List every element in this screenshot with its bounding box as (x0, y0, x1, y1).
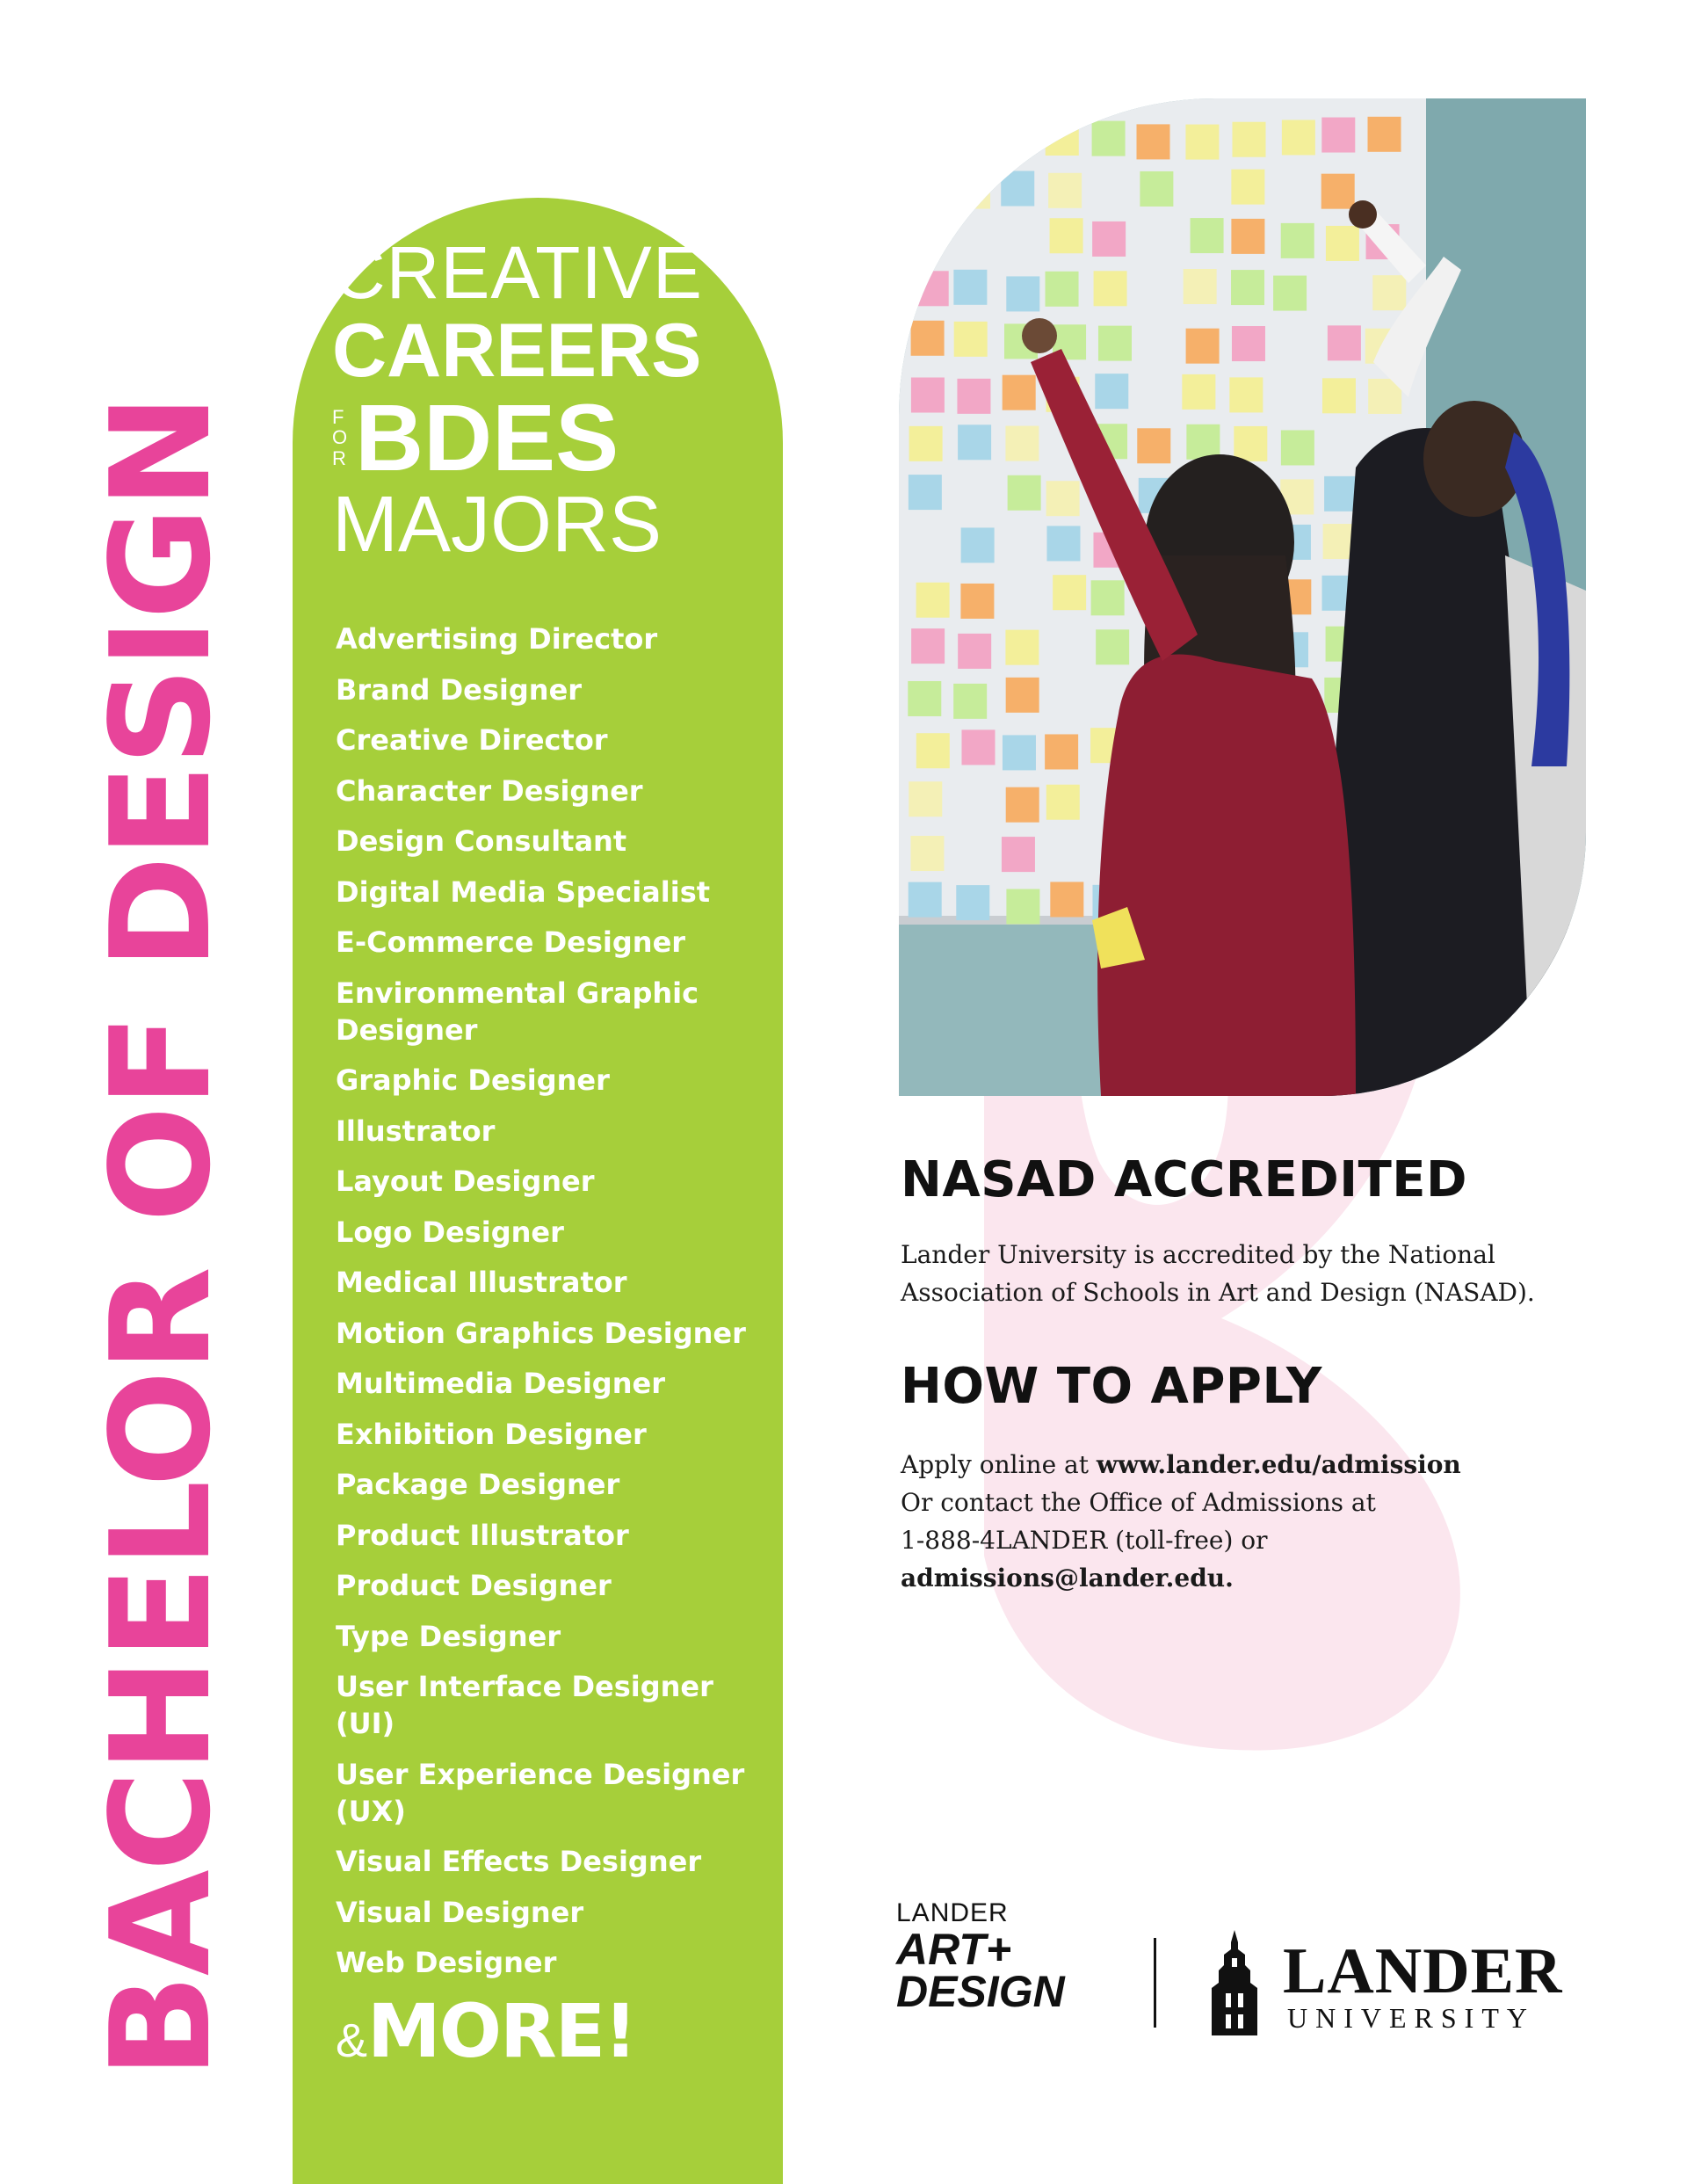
career-item: Visual Effects Designer (336, 1845, 702, 1878)
sticky-note (1234, 426, 1267, 461)
sticky-note (1281, 430, 1314, 465)
sticky-note (954, 322, 988, 357)
career-item: Product Designer (336, 1569, 612, 1602)
career-item: Motion Graphics Designer (336, 1316, 746, 1350)
sticky-note (1186, 329, 1220, 364)
sticky-note (909, 882, 942, 918)
career-item: User Experience Designer (UX) (336, 1757, 745, 1828)
career-item: Multimedia Designer (336, 1367, 665, 1400)
lander-art-design-logo (896, 1898, 1116, 2030)
for-letter: R (332, 446, 347, 469)
career-item: Creative Director (336, 723, 608, 757)
sticky-note (1186, 424, 1220, 460)
career-item: E-Commerce Designer (336, 925, 686, 959)
sticky-note (916, 583, 950, 618)
sticky-note (1006, 889, 1039, 925)
sticky-note (1008, 475, 1041, 511)
logo-art-word: ART+ (896, 1925, 1012, 1974)
sticky-note (1273, 276, 1307, 311)
career-item: Type Designer (336, 1619, 561, 1653)
sticky-note (1368, 117, 1401, 152)
for-letter: F (332, 406, 345, 429)
sticky-note (910, 836, 944, 871)
headline-bdes: BDES (355, 384, 619, 490)
university-wordmark: UNIVERSITY (1287, 2002, 1535, 2034)
sticky-note (909, 426, 943, 461)
career-item: Exhibition Designer (336, 1417, 647, 1451)
sticky-note (957, 174, 990, 209)
career-item: Graphic Designer (336, 1063, 610, 1097)
career-item: User Interface Designer (UI) (336, 1670, 713, 1740)
tower-icon (1199, 1930, 1270, 2035)
sticky-note (1185, 125, 1219, 160)
career-item: Brand Designer (336, 672, 583, 707)
career-item: Web Designer (336, 1946, 557, 1979)
career-item: Visual Designer (336, 1895, 584, 1929)
admission-link[interactable]: www.lander.edu/admission (1096, 1450, 1461, 1479)
career-item: Medical Illustrator (336, 1266, 627, 1299)
sticky-note (1046, 526, 1080, 561)
apply-body (901, 1446, 1586, 1597)
sticky-note (1231, 270, 1264, 305)
career-item: Layout Designer (336, 1165, 595, 1198)
sticky-note (1137, 124, 1170, 159)
sticky-note (1006, 678, 1039, 713)
sticky-note (1096, 629, 1129, 664)
sticky-note (913, 117, 946, 152)
sticky-note (1321, 118, 1355, 153)
sticky-note (916, 271, 949, 306)
accreditation-body: Lander University is accredited by the National Association of Schools in Art and Design (NASAD). (901, 1240, 1535, 1307)
career-item: Illustrator (336, 1114, 496, 1148)
apply-line-4 (901, 1559, 1586, 1597)
sticky-note (1094, 271, 1127, 306)
for-letter: O (332, 426, 349, 449)
sticky-note (1229, 377, 1263, 412)
admissions-email-link[interactable]: admissions@lander.edu. (901, 1564, 1234, 1593)
sticky-note (1092, 121, 1126, 156)
sticky-note (960, 584, 994, 619)
careers-list (336, 620, 766, 1995)
sticky-note (1095, 374, 1128, 409)
headline (332, 231, 771, 569)
sticky-note (1326, 226, 1359, 261)
sticky-note (1046, 785, 1080, 820)
logo-design-word: DESIGN (896, 1967, 1065, 2016)
sticky-note (911, 628, 945, 664)
sticky-note (1233, 122, 1266, 157)
career-item: Digital Media Specialist (336, 874, 711, 909)
sticky-note (911, 378, 945, 413)
sticky-note (1191, 218, 1224, 253)
headline-row-bdes (332, 384, 771, 490)
sticky-note (953, 270, 987, 305)
sticky-note (1281, 223, 1314, 258)
apply-line-2: Or contact the Office of Admissions at (901, 1488, 1376, 1517)
sticky-note (909, 781, 942, 816)
lander-wordmark: LANDER (1283, 1935, 1563, 2007)
logo-divider (1154, 1938, 1156, 2028)
apply-line-1 (901, 1446, 1586, 1484)
lander-university-logo (1199, 1930, 1586, 2035)
sticky-note (1046, 120, 1079, 156)
headline-creative: CREATIVE (332, 231, 703, 314)
sticky-note (1231, 170, 1264, 205)
career-item: Advertising Director (336, 622, 658, 656)
headline-majors: MAJORS (332, 481, 662, 569)
sticky-note (916, 733, 950, 768)
career-item: Character Designer (336, 773, 643, 808)
sticky-note (1140, 171, 1173, 207)
sticky-note (958, 424, 991, 460)
sticky-note (1045, 734, 1078, 769)
career-item: Environmental Graphic Designer (336, 976, 699, 1047)
sticky-note (1137, 428, 1170, 463)
sticky-note (1005, 630, 1039, 665)
sticky-note (1098, 326, 1132, 361)
career-item: Package Designer (336, 1468, 620, 1501)
sticky-note (1321, 174, 1355, 209)
sticky-note (1003, 375, 1036, 410)
more-word: MORE! (367, 1988, 636, 2074)
sticky-note (1001, 171, 1034, 207)
sticky-note (1048, 173, 1082, 208)
apply-heading: HOW TO APPLY (901, 1358, 1322, 1415)
apply-prefix: Apply online at (901, 1450, 1097, 1479)
photo-illustration (899, 98, 1586, 1096)
sticky-note (1003, 735, 1036, 770)
sticky-note (958, 634, 991, 669)
sticky-note (1328, 325, 1361, 360)
sticky-note (1005, 426, 1039, 461)
sticky-note (1006, 787, 1039, 823)
sticky-note (1050, 882, 1083, 917)
sticky-note (1002, 837, 1035, 872)
sticky-note (1046, 272, 1079, 307)
sticky-note (1006, 276, 1039, 311)
sticky-note (956, 885, 989, 920)
sticky-note (1092, 221, 1126, 257)
accreditation-heading: NASAD ACCREDITED (901, 1151, 1468, 1208)
logo-lander-word: LANDER (896, 1898, 1009, 1927)
sticky-note (911, 321, 945, 356)
side-title: BACHELOR OF DESIGN (81, 395, 241, 2079)
sticky-note (1324, 476, 1358, 512)
sticky-note (953, 684, 987, 719)
sticky-note (909, 475, 942, 510)
sticky-note (1046, 481, 1080, 516)
sticky-note (908, 681, 941, 716)
sticky-note (961, 527, 995, 562)
headline-for (332, 407, 348, 468)
sticky-note (1091, 580, 1125, 615)
sticky-note (1232, 326, 1265, 361)
career-item: Design Consultant (336, 824, 627, 858)
sticky-note (1003, 119, 1036, 154)
sticky-note (916, 171, 949, 207)
sticky-note (1182, 374, 1215, 410)
sticky-note (961, 729, 995, 765)
sticky-note (1231, 219, 1264, 254)
sticky-note (957, 379, 990, 414)
sticky-note (1053, 575, 1086, 610)
apply-line-3: 1-888-4LANDER (toll-free) or (901, 1526, 1268, 1555)
sticky-note (1050, 218, 1083, 253)
sticky-note (1372, 275, 1406, 310)
sticky-note (958, 117, 991, 152)
more-text (336, 1988, 635, 2074)
more-ampersand: & (336, 2014, 368, 2067)
sticky-note (1282, 120, 1315, 155)
headline-careers: CAREERS (332, 308, 702, 393)
career-item: Product Illustrator (336, 1518, 629, 1552)
career-item: Logo Designer (336, 1215, 564, 1249)
students-sticky-notes-photo (899, 98, 1586, 1096)
sticky-note (1322, 378, 1356, 413)
sticky-note (1184, 269, 1217, 304)
